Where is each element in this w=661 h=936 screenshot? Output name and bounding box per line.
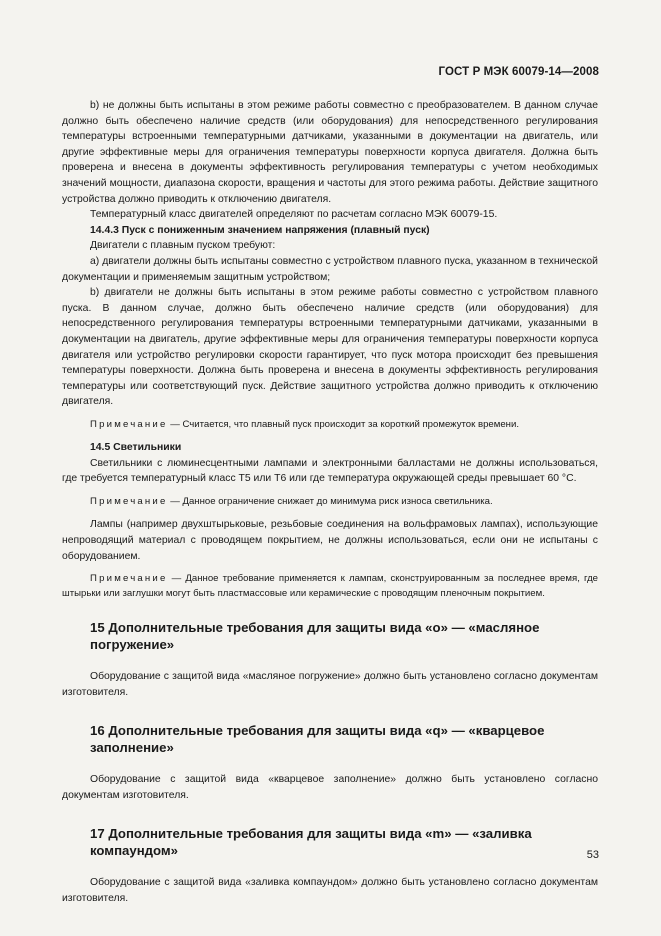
paragraph-b-converter: b) не должны быть испытаны в этом режиме работы совместно с преобразователем. В данном случае должно быть обеспечено наличие средств (или оборудования) для непосредственного регулирования температуры встроенными температурными датчиками, указанными в документации на двигатель, или другие эффективные меры для ограничения температуры поверхности корпуса двигателя. Должна быть проверена и внесена в документы эффективность регулирования температуры с учетом необходимых значений мощности, диапазона скорости, вращения и частоты для этого режима работы. Действие защитного устройства должно приводить к отключению двигателя. — [62, 100, 598, 205]
paragraph-lamps: Лампы (например двухштырьковые, резьбовые соединения на вольфрамовых лампах), использующие непроводящий материал с проводящем покрытием, не должны использоваться, если они не испытаны с оборудованием. — [62, 519, 598, 562]
section-15-text: Оборудование с защитой вида «масляное погружение» должно быть установлено согласно документам изготовителя. — [62, 671, 598, 698]
note-text: — Считается, что плавный пуск происходит за короткий промежуток времени. — [167, 418, 519, 430]
section-16-heading: 16 Дополнительные требования для защиты вида «q» — «кварцевое заполнение» — [90, 723, 545, 756]
note-label: Примечание — [90, 418, 168, 430]
paragraph-soft-start-b: b) двигатели не должны быть испытаны в этом режиме работы совместно с устройством плавного пуска. В данном случае, должно быть обеспечено наличие средств (или оборудования) для непосредственного регулирования температуры встроенными температурными датчиками, указанными в документации на двигатель, другие эффективные меры для ограничения температуры поверхности корпуса двигателя или устройство регулировки скорости гарантирует, что пуск мотора происходит без превышения температуры поверхности. Должна быть проверена и внесена в документы эффективность регулирования температуры или соответствующий пуск. Действие защитного устройства должно приводить к отключению двигателя. — [62, 287, 598, 408]
note-label: Примечание — [90, 573, 168, 585]
section-17-heading: 17 Дополнительные требования для защиты вида «m» — «заливка компаундом» — [90, 826, 532, 859]
note-text: — Данное ограничение снижает до минимума риск износа светильника. — [167, 496, 493, 508]
paragraph-temperature-class: Температурный класс двигателей определяют по расчетам согласно МЭК 60079-15. — [90, 209, 498, 221]
subsection-14-5-title: 14.5 Светильники — [90, 442, 182, 454]
paragraph-soft-start-a: a) двигатели должны быть испытаны совместно с устройством плавного пуска, указанном в технической документации и применяемым защитным устройством; — [62, 255, 598, 283]
section-17-text: Оборудование с защитой вида «заливка компаундом» должно быть установлено согласно документам изготовителя. — [62, 877, 598, 905]
standard-header: ГОСТ Р МЭК 60079-14—2008 — [438, 66, 599, 78]
note-soft-start — [62, 418, 598, 432]
paragraph-soft-start-intro: Двигатели с плавным пуском требуют: — [90, 240, 276, 252]
note-lamps — [62, 572, 598, 601]
section-16-text: Оборудование с защитой вида «кварцевое заполнение» должно быть установлено согласно документам изготовителя. — [62, 774, 598, 801]
page-number: 53 — [586, 849, 599, 861]
note-luminaires — [62, 495, 598, 509]
note-text: — Данное требование применяется к лампам, сконструированным за последнее время, где штырьки или заглушки могут быть пластмассовые или керамические с проводящим пленочным покрытием. — [62, 573, 598, 599]
subsection-14-4-3-title: 14.4.3 Пуск с пониженным значением напряжения (плавный пуск) — [90, 224, 430, 236]
paragraph-luminaires: Светильники с люминесцентными лампами и электронными балластами не должны использоваться, где требуется температурный класс Т5 или Т6 или где температура окружающей среды превышает 60 °С. — [62, 457, 598, 485]
document-body — [62, 98, 598, 907]
note-label: Примечание — [90, 496, 168, 508]
section-15-heading: 15 Дополнительные требования для защиты вида «о» — «масляное погружение» — [90, 620, 540, 653]
